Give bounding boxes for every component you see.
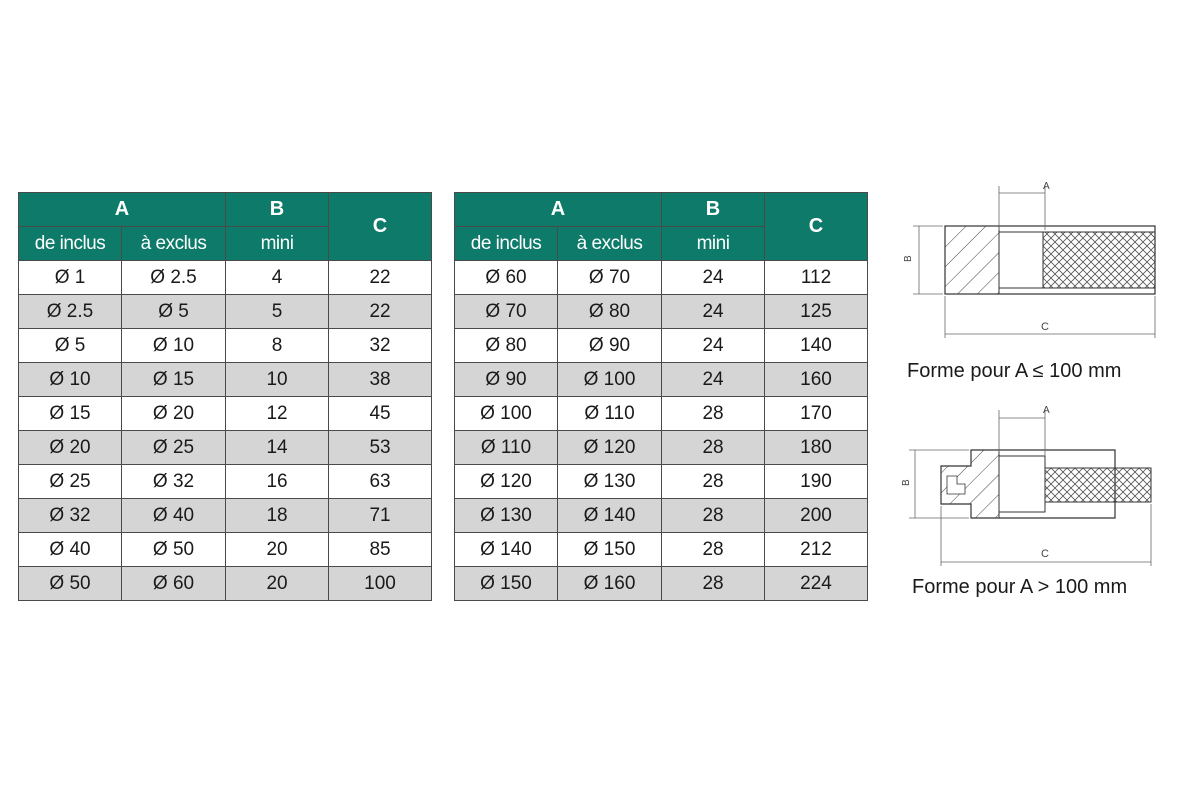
cell-de-inclus: Ø 25: [19, 465, 122, 499]
cell-b-mini: 20: [226, 567, 329, 601]
cell-de-inclus: Ø 40: [19, 533, 122, 567]
cell-de-inclus: Ø 130: [455, 499, 558, 533]
cell-de-inclus: Ø 1: [19, 261, 122, 295]
cell-c: 224: [765, 567, 868, 601]
cell-c: 22: [329, 295, 432, 329]
cell-a-exclus: Ø 50: [122, 533, 226, 567]
cell-b-mini: 8: [226, 329, 329, 363]
cell-b-mini: 20: [226, 533, 329, 567]
table-row: [19, 295, 432, 329]
subheader-mini: mini: [226, 227, 329, 261]
cell-b-mini: 28: [662, 567, 765, 601]
cell-c: 112: [765, 261, 868, 295]
subheader-de-inclus: de inclus: [19, 227, 122, 261]
cell-b-mini: 16: [226, 465, 329, 499]
cell-c: 45: [329, 397, 432, 431]
cell-a-exclus: Ø 60: [122, 567, 226, 601]
cell-b-mini: 10: [226, 363, 329, 397]
cell-c: 53: [329, 431, 432, 465]
cell-c: 212: [765, 533, 868, 567]
cell-c: 100: [329, 567, 432, 601]
table-row: [455, 397, 868, 431]
cell-b-mini: 24: [662, 261, 765, 295]
dimensions-table-left: [18, 192, 432, 601]
cell-b-mini: 24: [662, 295, 765, 329]
table-row: [19, 261, 432, 295]
cell-de-inclus: Ø 20: [19, 431, 122, 465]
table-row: [455, 261, 868, 295]
dimensions-table-right: [454, 192, 868, 601]
cell-de-inclus: Ø 120: [455, 465, 558, 499]
table-row: [455, 329, 868, 363]
cell-b-mini: 28: [662, 499, 765, 533]
label-a: A: [1043, 181, 1050, 192]
diagram-small-form: [895, 178, 1165, 338]
cell-a-exclus: Ø 120: [558, 431, 662, 465]
cell-de-inclus: Ø 32: [19, 499, 122, 533]
header-a: A: [455, 193, 662, 227]
label-b: B: [903, 255, 914, 262]
cell-c: 160: [765, 363, 868, 397]
cell-a-exclus: Ø 130: [558, 465, 662, 499]
table-row: [455, 567, 868, 601]
cell-c: 38: [329, 363, 432, 397]
cell-b-mini: 14: [226, 431, 329, 465]
caption-small-form: Forme pour A ≤ 100 mm: [907, 360, 1122, 382]
subheader-a-exclus: à exclus: [122, 227, 226, 261]
cell-de-inclus: Ø 100: [455, 397, 558, 431]
cell-b-mini: 24: [662, 329, 765, 363]
cell-a-exclus: Ø 32: [122, 465, 226, 499]
cell-a-exclus: Ø 20: [122, 397, 226, 431]
cell-a-exclus: Ø 90: [558, 329, 662, 363]
caption-large-form: Forme pour A > 100 mm: [912, 576, 1128, 598]
header-b: B: [226, 193, 329, 227]
header-c: C: [329, 193, 432, 261]
label-b: B: [901, 479, 912, 486]
cell-c: 63: [329, 465, 432, 499]
cell-de-inclus: Ø 70: [455, 295, 558, 329]
table-row: [455, 431, 868, 465]
cell-a-exclus: Ø 15: [122, 363, 226, 397]
label-c: C: [1041, 321, 1049, 333]
cell-a-exclus: Ø 150: [558, 533, 662, 567]
cell-de-inclus: Ø 110: [455, 431, 558, 465]
cell-a-exclus: Ø 80: [558, 295, 662, 329]
header-c: C: [765, 193, 868, 261]
cell-a-exclus: Ø 100: [558, 363, 662, 397]
cell-a-exclus: Ø 25: [122, 431, 226, 465]
cell-c: 190: [765, 465, 868, 499]
table-row: [455, 295, 868, 329]
cell-a-exclus: Ø 40: [122, 499, 226, 533]
cell-c: 180: [765, 431, 868, 465]
cell-b-mini: 28: [662, 465, 765, 499]
cell-c: 71: [329, 499, 432, 533]
cell-de-inclus: Ø 5: [19, 329, 122, 363]
subheader-a-exclus: à exclus: [558, 227, 662, 261]
table-row: [455, 533, 868, 567]
cell-de-inclus: Ø 60: [455, 261, 558, 295]
cell-c: 125: [765, 295, 868, 329]
subheader-de-inclus: de inclus: [455, 227, 558, 261]
cell-a-exclus: Ø 140: [558, 499, 662, 533]
cell-a-exclus: Ø 2.5: [122, 261, 226, 295]
cell-b-mini: 28: [662, 533, 765, 567]
table-row: [19, 499, 432, 533]
table-row: [455, 499, 868, 533]
cell-b-mini: 4: [226, 261, 329, 295]
table-row: [19, 329, 432, 363]
cell-b-mini: 5: [226, 295, 329, 329]
cell-de-inclus: Ø 140: [455, 533, 558, 567]
table-row: [19, 567, 432, 601]
cell-de-inclus: Ø 150: [455, 567, 558, 601]
cell-a-exclus: Ø 5: [122, 295, 226, 329]
label-a: A: [1043, 405, 1050, 416]
cell-b-mini: 28: [662, 397, 765, 431]
cell-de-inclus: Ø 80: [455, 329, 558, 363]
cell-de-inclus: Ø 15: [19, 397, 122, 431]
cell-de-inclus: Ø 90: [455, 363, 558, 397]
cell-b-mini: 12: [226, 397, 329, 431]
cell-c: 85: [329, 533, 432, 567]
cell-de-inclus: Ø 50: [19, 567, 122, 601]
cell-b-mini: 24: [662, 363, 765, 397]
cell-c: 200: [765, 499, 868, 533]
cell-a-exclus: Ø 10: [122, 329, 226, 363]
cell-c: 22: [329, 261, 432, 295]
diagram-large-form: [895, 400, 1165, 566]
cell-a-exclus: Ø 110: [558, 397, 662, 431]
table-row: [19, 397, 432, 431]
table-row: [19, 533, 432, 567]
cell-c: 170: [765, 397, 868, 431]
cell-de-inclus: Ø 10: [19, 363, 122, 397]
table-row: [455, 465, 868, 499]
subheader-mini: mini: [662, 227, 765, 261]
table-row: [19, 465, 432, 499]
cell-b-mini: 18: [226, 499, 329, 533]
cell-c: 32: [329, 329, 432, 363]
table-row: [19, 431, 432, 465]
cell-a-exclus: Ø 70: [558, 261, 662, 295]
table-row: [455, 363, 868, 397]
label-c: C: [1041, 548, 1049, 560]
cell-de-inclus: Ø 2.5: [19, 295, 122, 329]
table-row: [19, 363, 432, 397]
cell-b-mini: 28: [662, 431, 765, 465]
cell-a-exclus: Ø 160: [558, 567, 662, 601]
header-a: A: [19, 193, 226, 227]
header-b: B: [662, 193, 765, 227]
cell-c: 140: [765, 329, 868, 363]
